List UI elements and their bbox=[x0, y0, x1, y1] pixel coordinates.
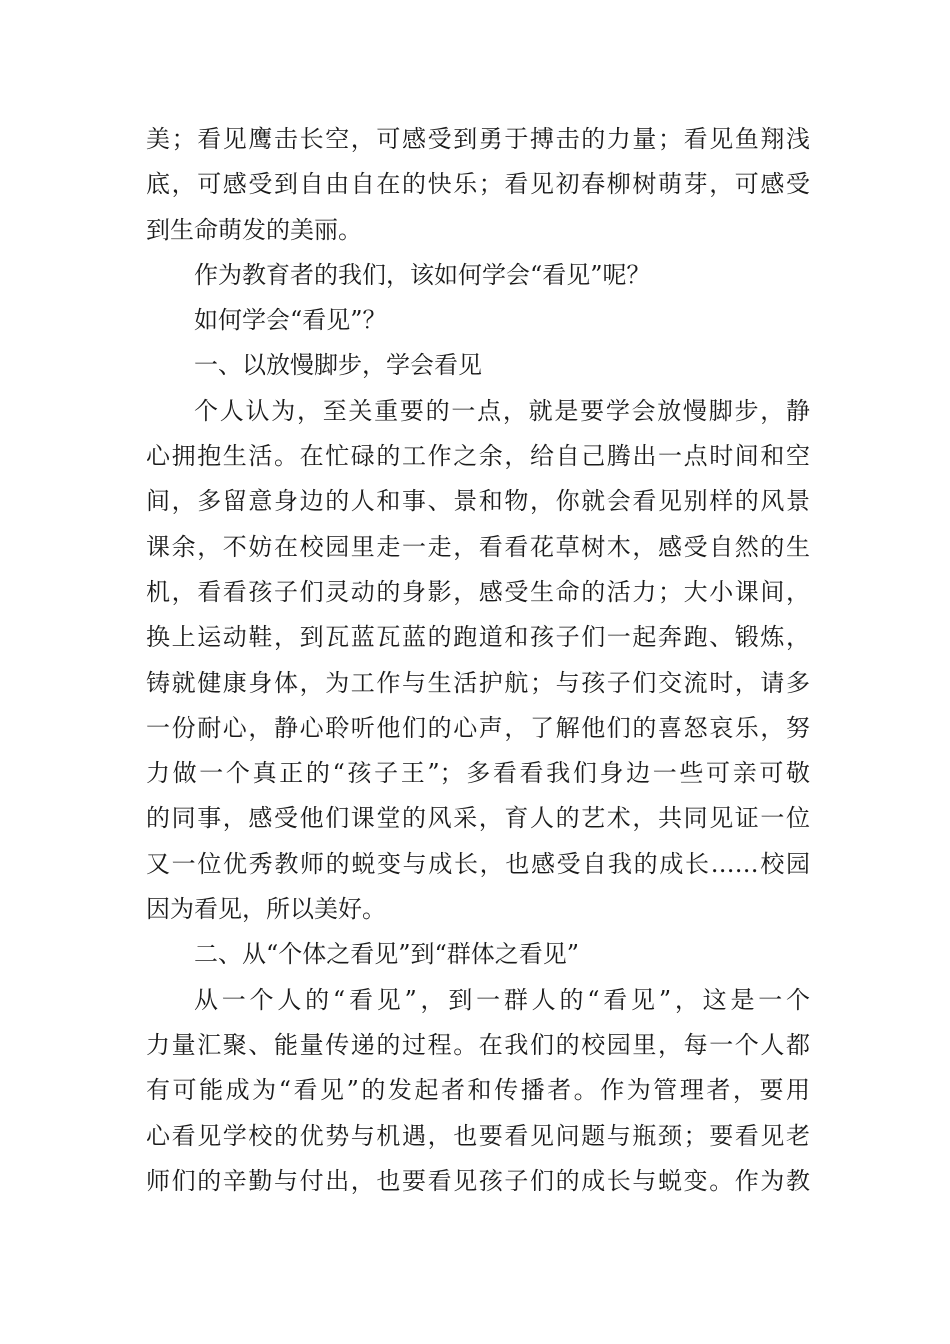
text-line: 底，可感受到自由自在的快乐；看见初春柳树萌芽，可感受 bbox=[146, 170, 810, 199]
text-line: 换上运动鞋，到瓦蓝瓦蓝的跑道和孩子们一起奔跑、锻炼， bbox=[146, 623, 810, 652]
text-line: 有可能成为“看见”的发起者和传播者。作为管理者，要用 bbox=[146, 1076, 810, 1105]
text-line: 心看见学校的优势与机遇，也要看见问题与瓶颈；要看见老 bbox=[146, 1121, 810, 1150]
paragraph-group-seeing bbox=[146, 978, 810, 1204]
text-line: 心拥抱生活。在忙碌的工作之余，给自己腾出一点时间和空 bbox=[146, 442, 810, 471]
section-heading-2 bbox=[146, 932, 810, 977]
text-line: 课余，不妨在校园里走一走，看看花草树木，感受自然的生 bbox=[146, 532, 810, 561]
text-line: 力做一个真正的“孩子王”；多看看我们身边一些可亲可敬 bbox=[146, 759, 810, 788]
text-line: 间，多留意身边的人和事、景和物，你就会看见别样的风景 bbox=[146, 487, 810, 516]
text-line: 因为看见，所以美好。 bbox=[146, 895, 386, 924]
text-line: 从一个人的“看见”，到一群人的“看见”，这是一个 bbox=[194, 985, 810, 1014]
document-body bbox=[146, 117, 810, 1204]
text-line: 力量汇聚、能量传递的过程。在我们的校园里，每一个人都 bbox=[146, 1030, 810, 1059]
section-heading-1 bbox=[146, 343, 810, 388]
text-line: 一份耐心，静心聆听他们的心声，了解他们的喜怒哀乐，努 bbox=[146, 713, 810, 742]
text-line: 铸就健康身体，为工作与生活护航；与孩子们交流时，请多 bbox=[146, 668, 810, 697]
text-line: 二、从“个体之看见”到“群体之看见” bbox=[194, 940, 580, 969]
text-line: 又一位优秀教师的蜕变与成长，也感受自我的成长……校园 bbox=[146, 849, 810, 878]
text-line: 一、以放慢脚步，学会看见 bbox=[194, 351, 482, 380]
text-line: 机，看看孩子们灵动的身影，感受生命的活力；大小课间， bbox=[146, 577, 810, 606]
paragraph-continued bbox=[146, 117, 810, 253]
text-line: 师们的辛勤与付出，也要看见孩子们的成长与蜕变。作为教 bbox=[146, 1166, 810, 1195]
text-line: 美；看见鹰击长空，可感受到勇于搏击的力量；看见鱼翔浅 bbox=[146, 125, 810, 153]
text-line: 如何学会“看见”？ bbox=[194, 306, 387, 335]
text-line: 个人认为，至关重要的一点，就是要学会放慢脚步，静 bbox=[194, 396, 810, 425]
paragraph-slow-down bbox=[146, 389, 810, 933]
text-line: 到生命萌发的美丽。 bbox=[146, 215, 362, 244]
paragraph-question bbox=[146, 253, 810, 298]
text-line: 的同事，感受他们课堂的风采，育人的艺术，共同见证一位 bbox=[146, 804, 810, 833]
text-line: 作为教育者的我们，该如何学会“看见”呢？ bbox=[194, 260, 651, 289]
section-title-how-to-see bbox=[146, 298, 810, 343]
